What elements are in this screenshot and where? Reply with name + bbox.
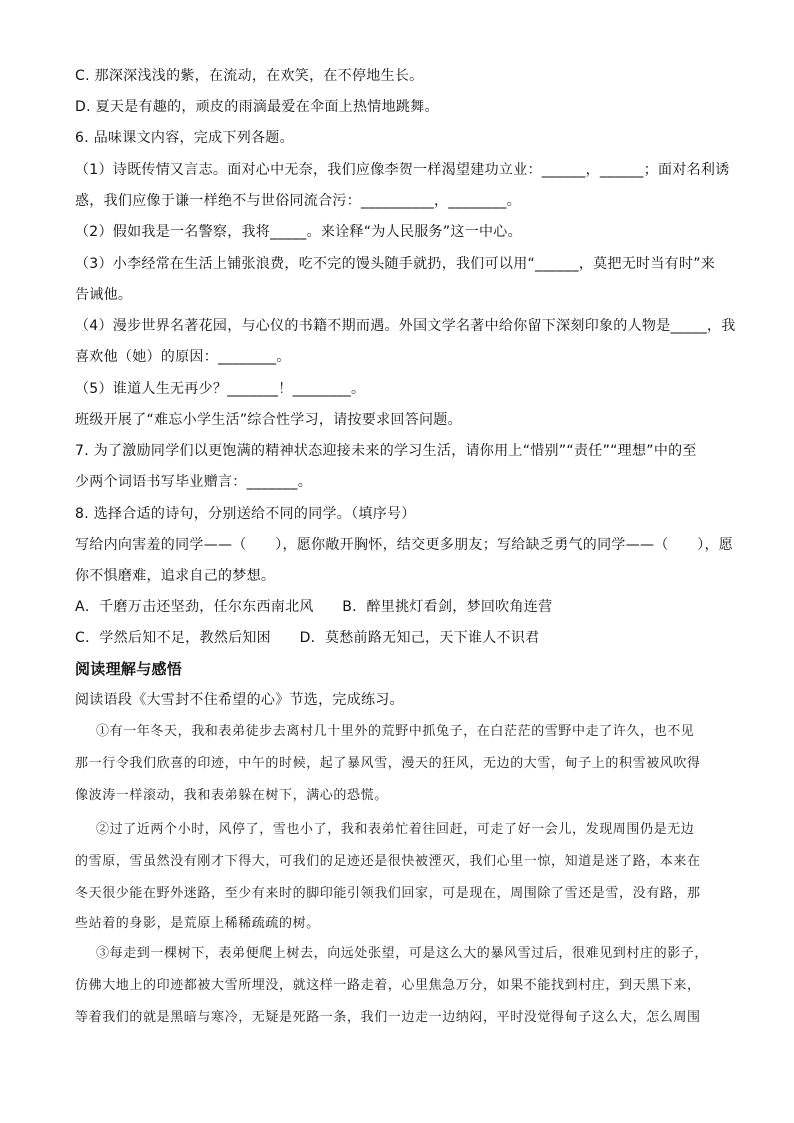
passage-para-3-line-1: ③每走到一棵树下，表弟便爬上树去，向远处张望，可是这么大的暴风雪过后，很难见到村庄的影子， (96, 946, 709, 961)
passage-para-3-line-2: 仿佛大地上的印迹都被大雪所埋没，就这样一路走着，心里焦急万分，如果不能找到村庄，到天黑下来， (75, 978, 701, 993)
reading-instruction: 阅读语段《大雪封不住希望的心》节选，完成练习。 (75, 692, 404, 708)
question-8-body-line-2: 你不惧磨难，追求自己的梦想。 (75, 568, 276, 584)
passage-para-2-line-1: ②过了近两个小时，风停了，雪也小了，我和表弟忙着往回赶，可走了好一会儿，发现周围仍是无边 (96, 822, 695, 837)
passage-para-2-line-3: 冬天很少能在野外迷路，至少有来时的脚印能引领我们回家，可是现在，周围除了雪还是雪，没有路，那 (75, 886, 701, 901)
passage-para-2-line-2: 的雪原，雪虽然没有刚才下得大，可我们的足迹还是很快被湮灭，我们心里一惊，知道是迷了路，本来在 (75, 854, 701, 869)
question-8-options-cd: C．学然后知不足，教然后知困 D．莫愁前路无知己，天下谁人不识君 (75, 630, 540, 646)
question-8-options-ab: A．千磨万击还坚劲，任尔东西南北风 B．醉里挑灯看剑，梦回吹角连营 (75, 599, 553, 615)
passage-para-3-line-3: 等着我们的就是黑暗与寒冷，无疑是死路一条，我们一边走一边纳闷，平时没觉得甸子这么大，怎么周围 (75, 1010, 701, 1025)
q6-item-3-line-1: （3）小李经常在生活上铺张浪费，吃不完的馒头随手就扔，我们可以用“______，莫把无时当有时”来 (75, 256, 716, 272)
question-8-body-line-1: 写给内向害羞的同学——（ ），愿你敞开胸怀，结交更多朋友；写给缺乏勇气的同学——（ ），愿 (75, 537, 734, 553)
q6-item-1-line-1: （1）诗既传情又言志。面对心中无奈，我们应像李贺一样渴望建功立业：______，______；面对名利诱 (75, 162, 730, 178)
question-7-line-1: 7. 为了激励同学们以更饱满的精神状态迎接未来的学习生活，请你用上“惜别”“责任”“理想”中的至 (75, 443, 697, 459)
passage-para-1-line-1: ①有一年冬天，我和表弟徒步去离村几十里外的荒野中抓兔子，在白茫茫的雪野中走了许久，也不见 (96, 724, 695, 739)
option-c-line: C. 那深深浅浅的紫，在流动，在欢笑，在不停地生长。 (75, 68, 424, 84)
question-7-line-2: 少两个词语书写毕业赠言：_______。 (75, 474, 312, 490)
q6-item-3-line-2: 告诫他。 (75, 287, 133, 303)
passage-para-1-line-3: 像波涛一样滚动，我和表弟躲在树下，满心的恐慌。 (75, 788, 388, 803)
question-6-stem: 6. 品味课文内容，完成下列各题。 (75, 130, 294, 146)
activity-intro: 班级开展了“难忘小学生活”综合性学习，请按要求回答问题。 (75, 412, 462, 428)
q6-item-2: （2）假如我是一名警察，我将_____。来诠释“为人民服务”这一中心。 (75, 224, 522, 240)
q6-item-4-line-1: （4）漫步世界名著花园，与心仪的书籍不期而遇。外国文学名著中给你留下深刻印象的人物是_____，我 (75, 318, 736, 334)
passage-para-1-line-2: 那一行令我们欣喜的印迹，中午的时候，起了暴风雪，漫天的狂风，无边的大雪，甸子上的积雪被风吹得 (75, 756, 701, 771)
passage-para-2-line-4: 些站着的身影，是荒原上稀稀疏疏的树。 (75, 916, 320, 931)
q6-item-4-line-2: 喜欢他（她）的原因：________。 (75, 349, 291, 365)
question-8-stem: 8. 选择合适的诗句，分别送给不同的同学。（填序号） (75, 506, 416, 522)
section-heading: 阅读理解与感悟 (75, 660, 183, 678)
q6-item-1-line-2: 惑，我们应像于谦一样绝不与世俗同流合污：__________，________。 (75, 193, 521, 209)
q6-item-5: （5）谁道人生无再少？_______！________。 (75, 381, 366, 397)
option-d-line: D. 夏天是有趣的，顽皮的雨滴最爱在伞面上热情地跳舞。 (75, 99, 439, 115)
